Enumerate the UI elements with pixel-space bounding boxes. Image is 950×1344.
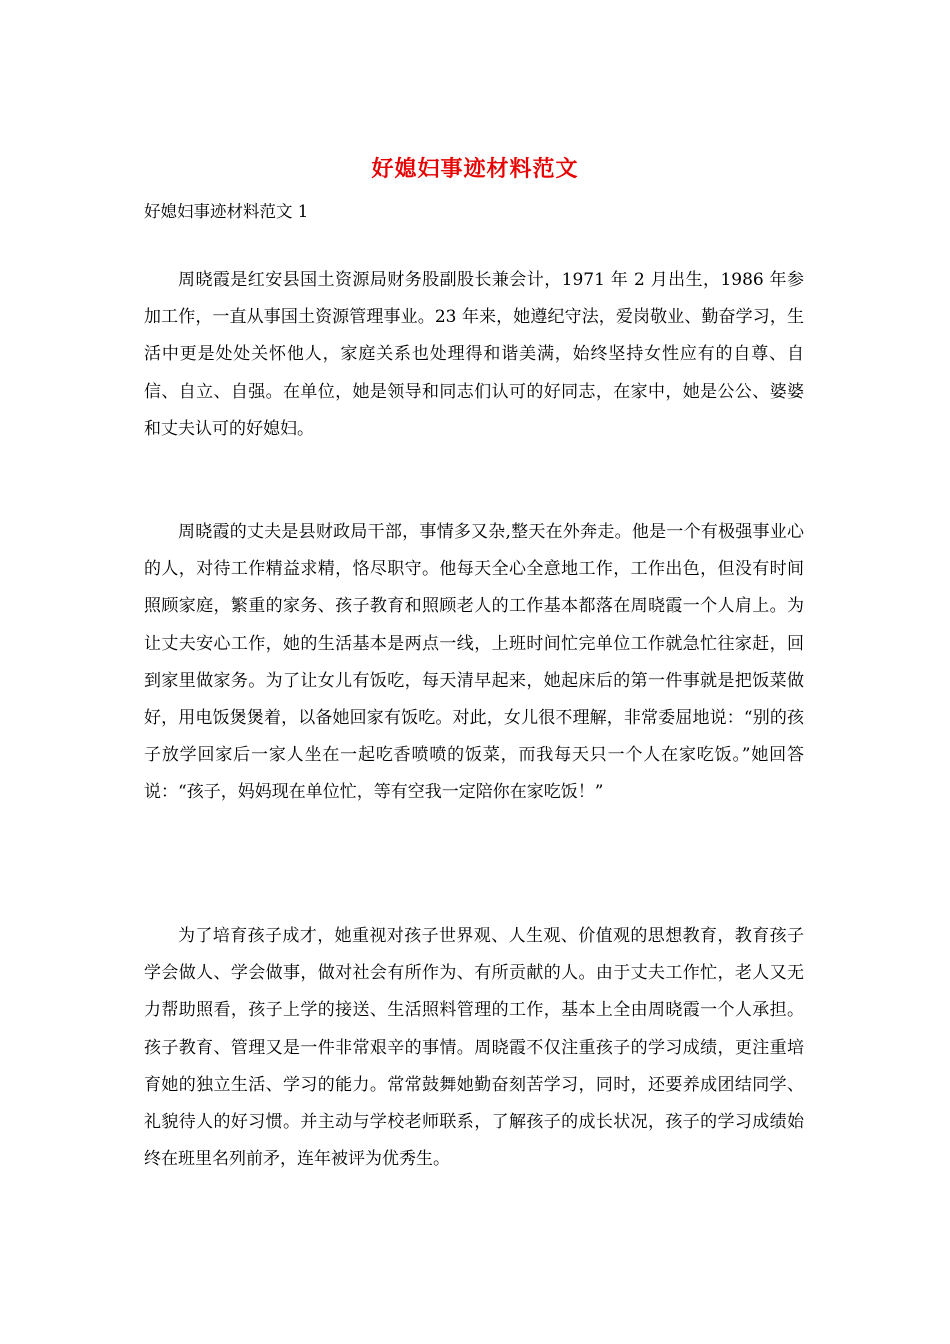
paragraph: 周晓霞是红安县国土资源局财务股副股长兼会计，1971 年 2 月出生，1986 年参加工作，一直从事国土资源管理事业。23 年来，她遵纪守法，爱岗敬业、勤奋学习，生活中更是处处关怀他人，家庭关系也处理得和谐美满，始终坚持女性应有的自尊、自信、自立、自强。在单位，她是领导和同志们认可的好同志，在家中，她是公公、婆婆和丈夫认可的好媳妇。 <box>144 270 804 439</box>
paragraph: 周晓霞的丈夫是县财政局干部，事情多又杂,整天在外奔走。他是一个有极强事业心的人，对待工作精益求精，恪尽职守。他每天全心全意地工作，工作出色，但没有时间照顾家庭，繁重的家务、孩子教育和照顾老人的工作基本都落在周晓霞一个人肩上。为让丈夫安心工作，她的生活基本是两点一线，上班时间忙完单位工作就急忙往家赶，回到家里做家务。为了让女儿有饭吃，每天清早起来，她起床后的第一件事就是把饭菜做好，用电饭煲煲着，以备她回家有饭吃。对此，女儿很不理解，非常委屈地说：“别的孩子放学回家后一家人坐在一起吃香喷喷的饭菜，而我每天只一个人在家吃饭。”她回答说：“孩子，妈妈现在单位忙，等有空我一定陪你在家吃饭！” <box>144 522 804 803</box>
document-subtitle: 好媳妇事迹材料范文 1 <box>144 202 309 221</box>
document-title: 好媳妇事迹材料范文 <box>371 156 579 182</box>
paragraph: 为了培育孩子成才，她重视对孩子世界观、人生观、价值观的思想教育，教育孩子学会做人、学会做事，做对社会有所作为、有所贡献的人。由于丈夫工作忙，老人又无力帮助照看，孩子上学的接送、生活照料管理的工作，基本上全由周晓霞一个人承担。孩子教育、管理又是一件非常艰辛的事情。周晓霞不仅注重孩子的学习成绩，更注重培育她的独立生活、学习的能力。常常鼓舞她勤奋刻苦学习，同时，还要养成团结同学、礼貌待人的好习惯。并主动与学校老师联系，了解孩子的成长状况，孩子的学习成绩始终在班里名列前矛，连年被评为优秀生。 <box>144 926 804 1170</box>
